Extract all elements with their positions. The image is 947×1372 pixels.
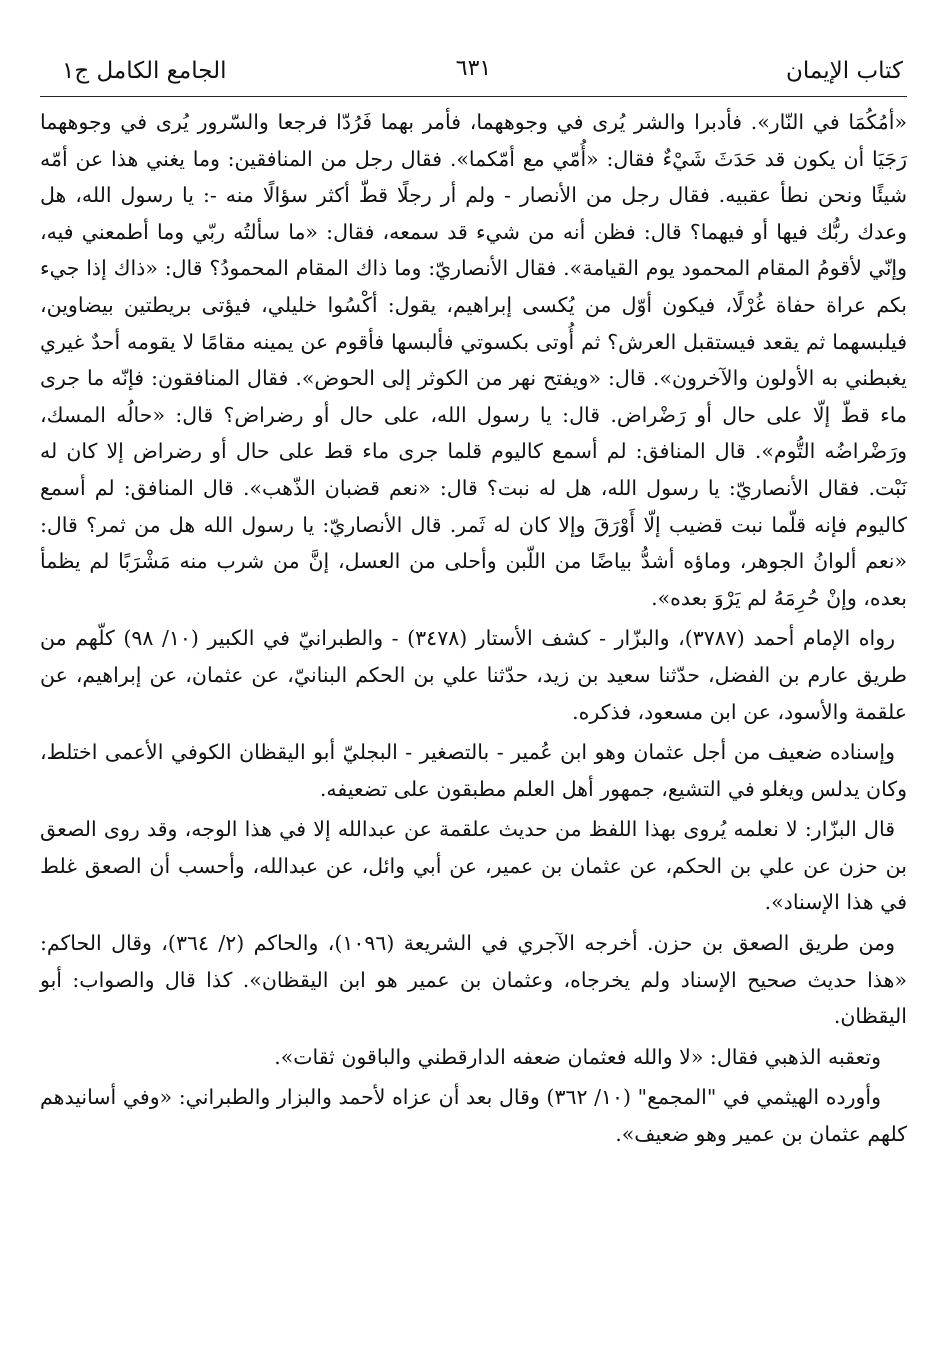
haythami-paragraph: وأورده الهيثمي في "المجمع" (١٠/ ٣٦٢) وقال بعد أن عزاه لأحمد والبزار والطبراني: «وفي أسانيدهم كلهم عثمان بن عمير وهو ضعيف».: [40, 1085, 907, 1147]
header-rule: [40, 96, 907, 97]
hakim-paragraph: ومن طريق الصعق بن حزن. أخرجه الآجري في الشريعة (١٠٩٦)، والحاكم (٢/ ٣٦٤)، وقال الحاكم: «هذا حديث صحيح الإسناد ولم يخرجاه، وعثمان بن عمير هو ابن اليقظان». كذا قال والصواب: أبو اليقظان.: [40, 931, 907, 1029]
page-body: [40, 104, 907, 1157]
page-header: [40, 52, 907, 92]
book-title: الجامع الكامل ج١: [62, 58, 227, 84]
hadith-text-paragraph: «أمُكُمَا في النّار». فأدبرا والشر يُرى في وجوههما، فأمر بهما فَرُدّا فرجعا والسّرور يُرى في وجوههما رَجَيَا أن يكون قد حَدَثَ شَيْءٌ فقال: «أُمّي مع أمّكما». فقال رجل من المنافقين: وما يغني هذا عن أمّه شيئًا ونحن نطأ عقبيه. فقال رجل من الأنصار - ولم أر رجلًا قطّ أكثر سؤالًا منه -: يا رسول الله، هل وعدك ربُّك فيها أو فيهما؟ قال: فظن أنه من شيء قد سمعه، فقال: «ما سألتُه ربّي وما أطمعني فيه، وإنّي لأقومُ المقام المحمود يوم القيامة». فقال الأنصاريّ: وما ذاك المقام المحمودُ؟ قال: «ذاك إذا جيء بكم عراة حفاة غُرْلًا، فيكون أوّل من يُكسى إبراهيم، يقول: أكْسُوا خليلي، فيؤتى بريطتين بيضاوين، فيلبسهما ثم يقعد فيستقبل العرش؟ ثم أُوتى بكسوتي فألبسها فأقوم عن يمينه مقامًا لا يقومه أحدٌ غيري يغبطني به الأولون والآخرون». قال: «ويفتح نهر من الكوثر إلى الحوض». فقال المنافقون: فإنّه ما جرى ماء قطّ إلّا على حال أو رَضْراض. قال: يا رسول الله، على حال أو رضراض؟ قال: «حالُه المسك، ورَضْراضُه التُّوم». قال المنافق: لم أسمع كاليوم قلما جرى ماء قط على حال أو رضراض إلا كان له نَبْت. فقال الأنصاريّ: يا رسول الله، هل له نبت؟ قال: «نعم قضبان الذّهب». قال المنافق: لم أسمع كاليوم فإنه قلّما نبت قضيب إلّا أَوْرَقَ وإلا كان له ثَمر. قال الأنصاريّ: يا رسول الله هل من ثمر؟ قال: «نعم ألوانُ الجوهر، وماؤه أشدُّ بياضًا من اللّبن وأحلى من العسل، إنَّ من شرب منه مَشْرَبًا لم يظمأ بعده، وإنْ حُرِمَهُ لم يَرْوَ بعده».: [40, 110, 908, 610]
dhahabi-paragraph: وتعقبه الذهبي فقال: «لا والله فعثمان ضعفه الدارقطني والباقون ثقات».: [274, 1044, 881, 1069]
takhrij-paragraph: رواه الإمام أحمد (٣٧٨٧)، والبزّار - كشف الأستار (٣٤٧٨) - والطبرانيّ في الكبير (١٠/ ٩٨) كلّهم من طريق عارم بن الفضل، حدّثنا سعيد بن زيد، حدّثنا علي بن الحكم البنانيّ، عن عثمان، عن إبراهيم، عن علقمة والأسود، عن ابن مسعود، فذكره.: [40, 626, 907, 724]
isnad-grading-paragraph: وإسناده ضعيف من أجل عثمان وهو ابن عُمير - بالتصغير - البجليّ أبو اليقظان الكوفي الأعمى اختلط، وكان يدلس ويغلو في التشيع، جمهور أهل العلم مطبقون على تضعيفه.: [40, 740, 907, 801]
page-number: ٦٣١: [455, 56, 492, 81]
bazzar-comment-paragraph: قال البزّار: لا نعلمه يُروى بهذا اللفظ من حديث علقمة عن عبدالله إلا في هذا الوجه، وقد روى الصعق بن حزن عن علي بن الحكم، عن عثمان بن عمير، عن أبي وائل، عن عبدالله، وأحسب أن الصعق غلط في هذا الإسناد».: [40, 817, 907, 915]
section-title: كتاب الإيمان: [786, 58, 903, 84]
